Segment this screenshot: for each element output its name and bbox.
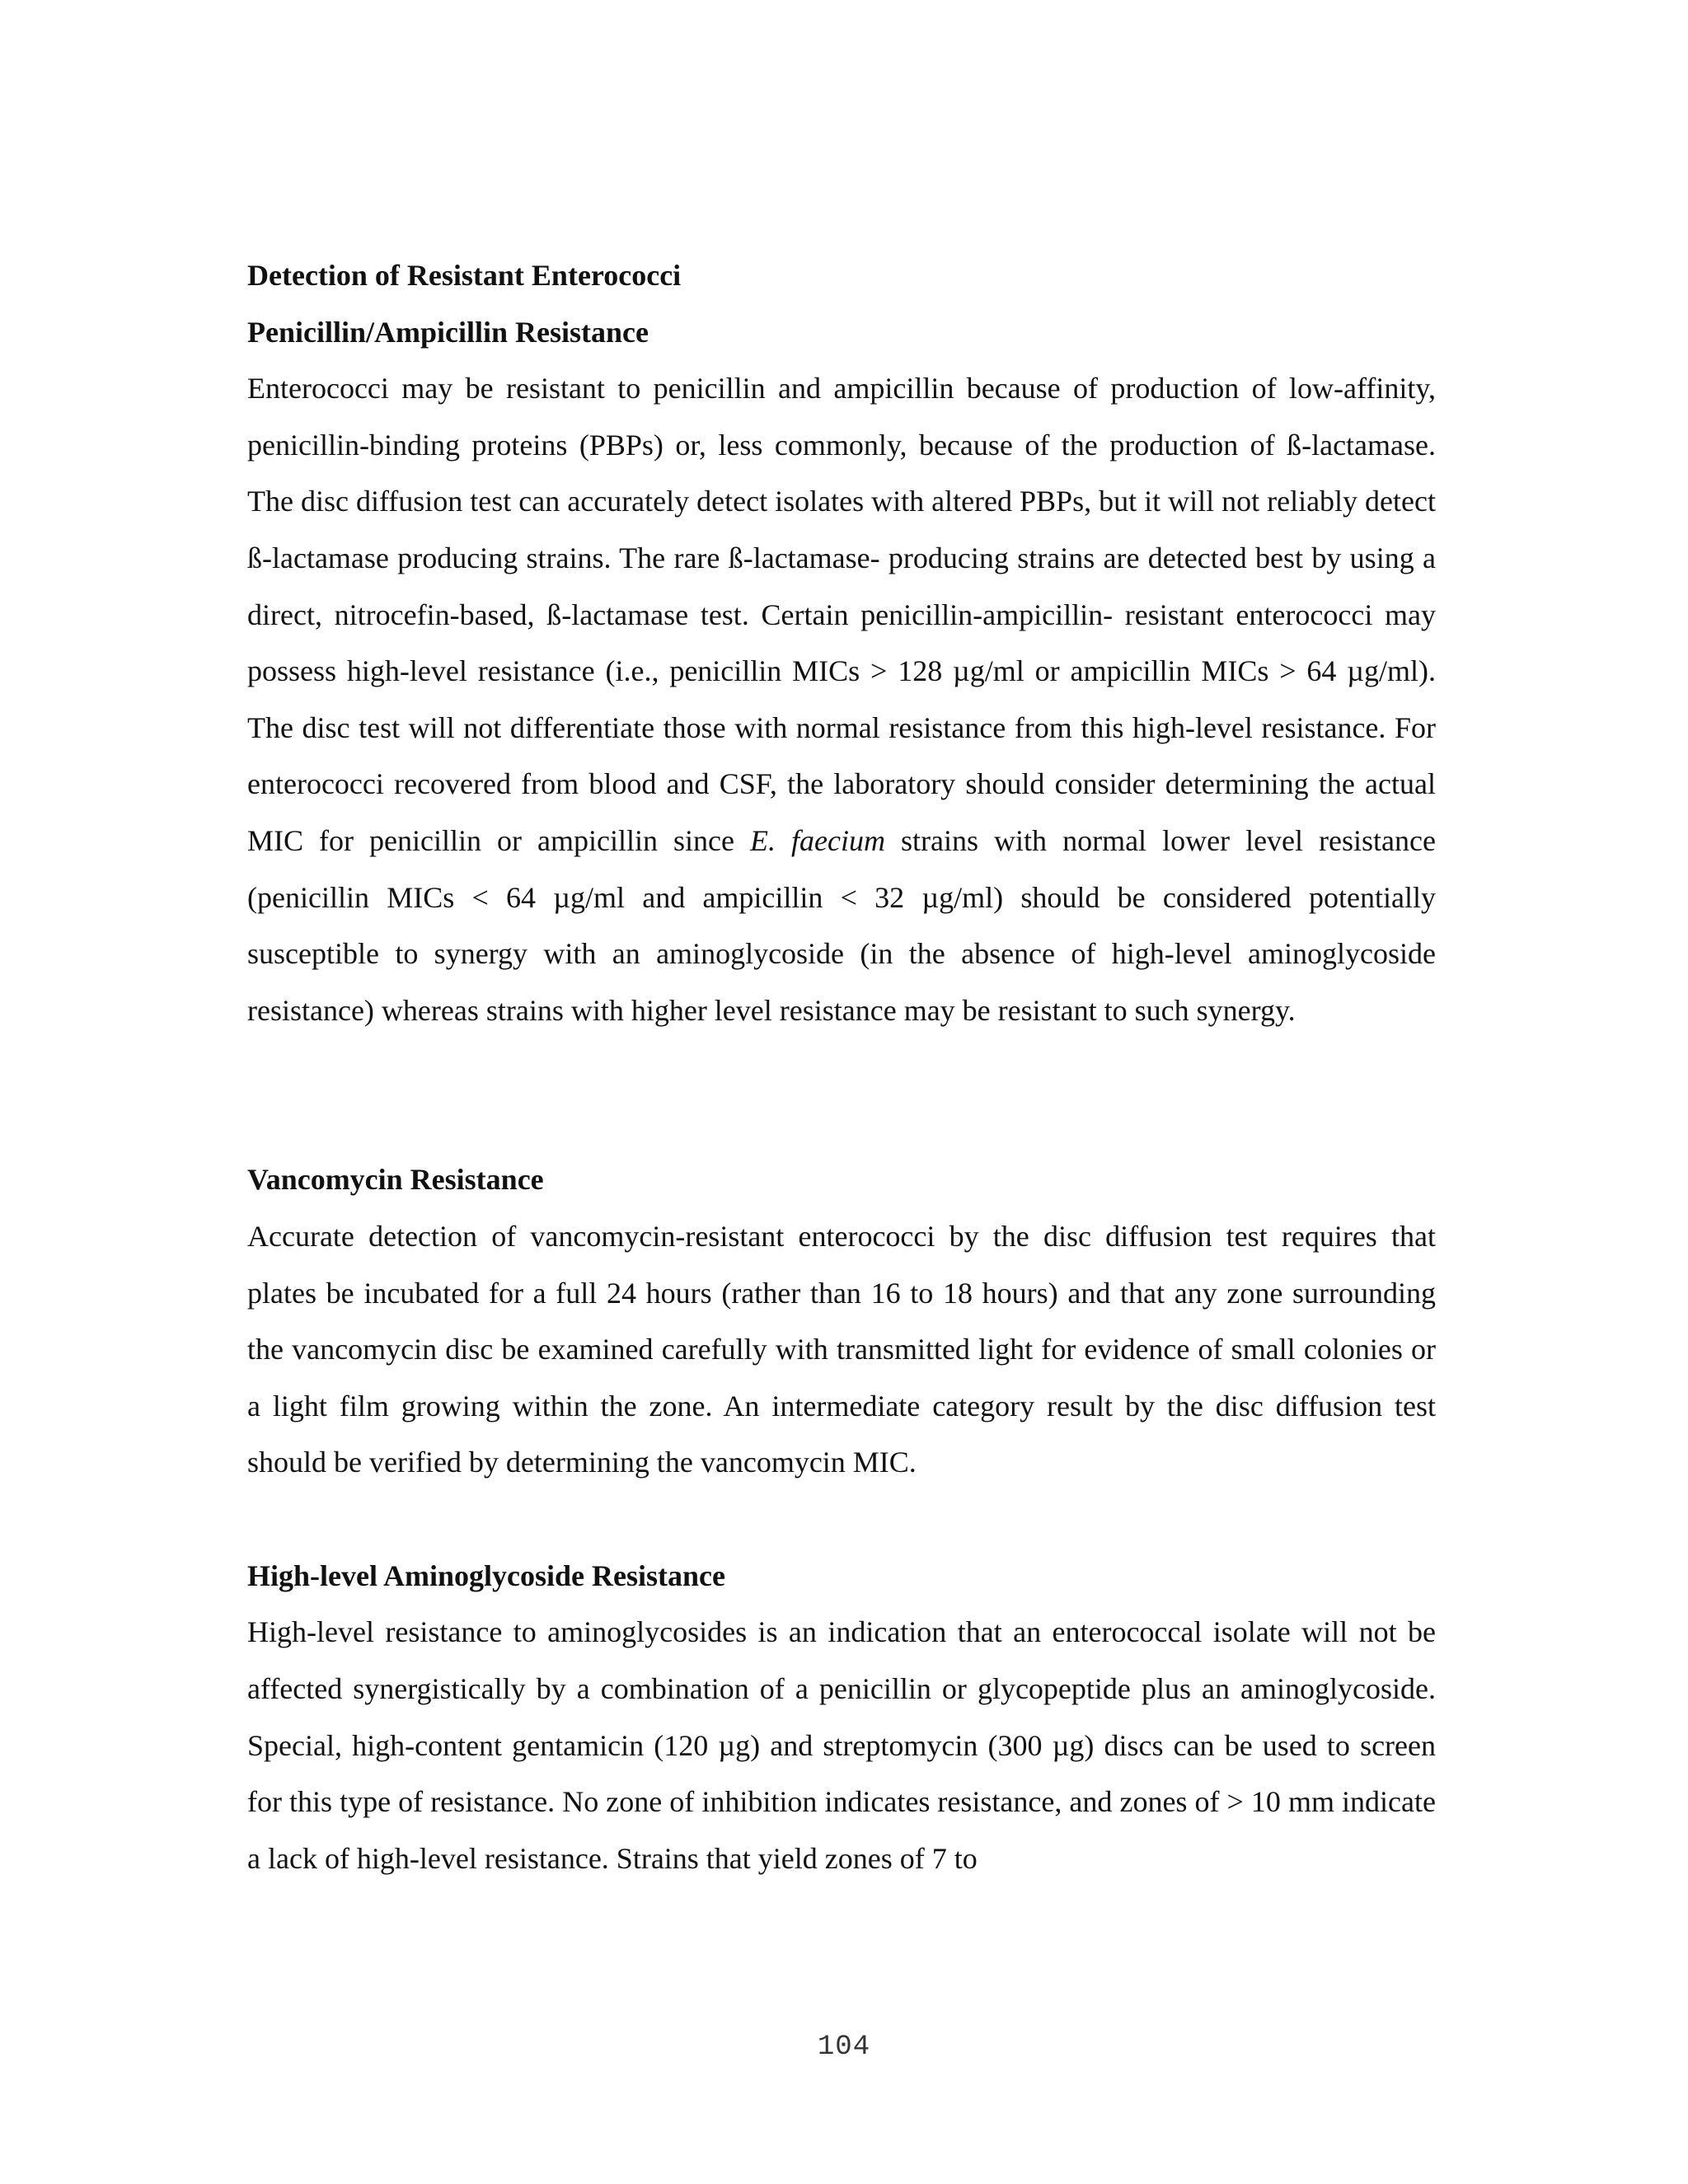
species-name-italic: E. faecium bbox=[750, 823, 886, 857]
page-number: 104 bbox=[817, 2032, 871, 2063]
section-spacer bbox=[247, 1038, 1436, 1151]
page-content bbox=[247, 247, 1436, 1886]
section-heading: Penicillin/Ampicillin Resistance bbox=[247, 315, 649, 349]
section-spacer bbox=[247, 1491, 1436, 1548]
paragraph-text: High-level resistance to aminoglycosides is an indication that an enterococcal isolate will not be affected synergistically by a combination of a penicillin or glycopeptide plus an aminoglycoside. Special, high-content gentamicin (120 µg) and streptomycin (300 µg) discs can be used to screen for this type of resistance. No zone of inhibition indicates resistance, and zones of > 10 mm indicate a lack of high-level resistance. Strains that yield zones of 7 to bbox=[247, 1615, 1436, 1875]
section-paragraph bbox=[247, 1604, 1436, 1886]
section-vancomycin bbox=[247, 1151, 1436, 1491]
paragraph-text: Accurate detection of vancomycin-resistant enterococci by the disc diffusion test requires that plates be incubated for a full 24 hours (rather than 16 to 18 hours) and that any zone surrounding the vancomycin disc be examined carefully with transmitted light for evidence of small colonies or a light film growing within the zone. An intermediate category result by the disc diffusion test should be verified by determining the vancomycin MIC. bbox=[247, 1219, 1436, 1479]
section-aminoglycoside bbox=[247, 1548, 1436, 1887]
section-paragraph bbox=[247, 360, 1436, 1038]
section-penicillin-ampicillin bbox=[247, 304, 1436, 1039]
document-title: Detection of Resistant Enterococci bbox=[247, 259, 682, 292]
section-heading: Vancomycin Resistance bbox=[247, 1163, 544, 1197]
section-paragraph bbox=[247, 1208, 1436, 1491]
section-heading: High-level Aminoglycoside Resistance bbox=[247, 1558, 725, 1592]
paragraph-text: strains with normal lower level resistance (penicillin MICs < 64 µg/ml and ampicillin < 32 µg/ml) should be considered potentially susceptible to synergy with an aminoglycoside (in the absence of high-level aminoglycoside resistance) whereas strains with higher level resistance may be resistant to such synergy. bbox=[247, 823, 1436, 1027]
paragraph-text: Enterococci may be resistant to penicillin and ampicillin because of production of low-affinity, penicillin-binding proteins (PBPs) or, less commonly, because of the production of ß-lactamase. The disc diffusion test can accurately detect isolates with altered PBPs, but it will not reliably detect ß-lactamase producing strains. The rare ß-lactamase- producing strains are detected best by using a direct, nitrocefin-based, ß-lactamase test. Certain penicillin-ampicillin- resistant enterococci may possess high-level resistance (i.e., penicillin MICs > 128 µg/ml or ampicillin MICs > 64 µg/ml). The disc test will not differentiate those with normal resistance from this high-level resistance. For enterococci recovered from blood and CSF, the laboratory should consider determining the actual MIC for penicillin or ampicillin since bbox=[247, 372, 1436, 857]
